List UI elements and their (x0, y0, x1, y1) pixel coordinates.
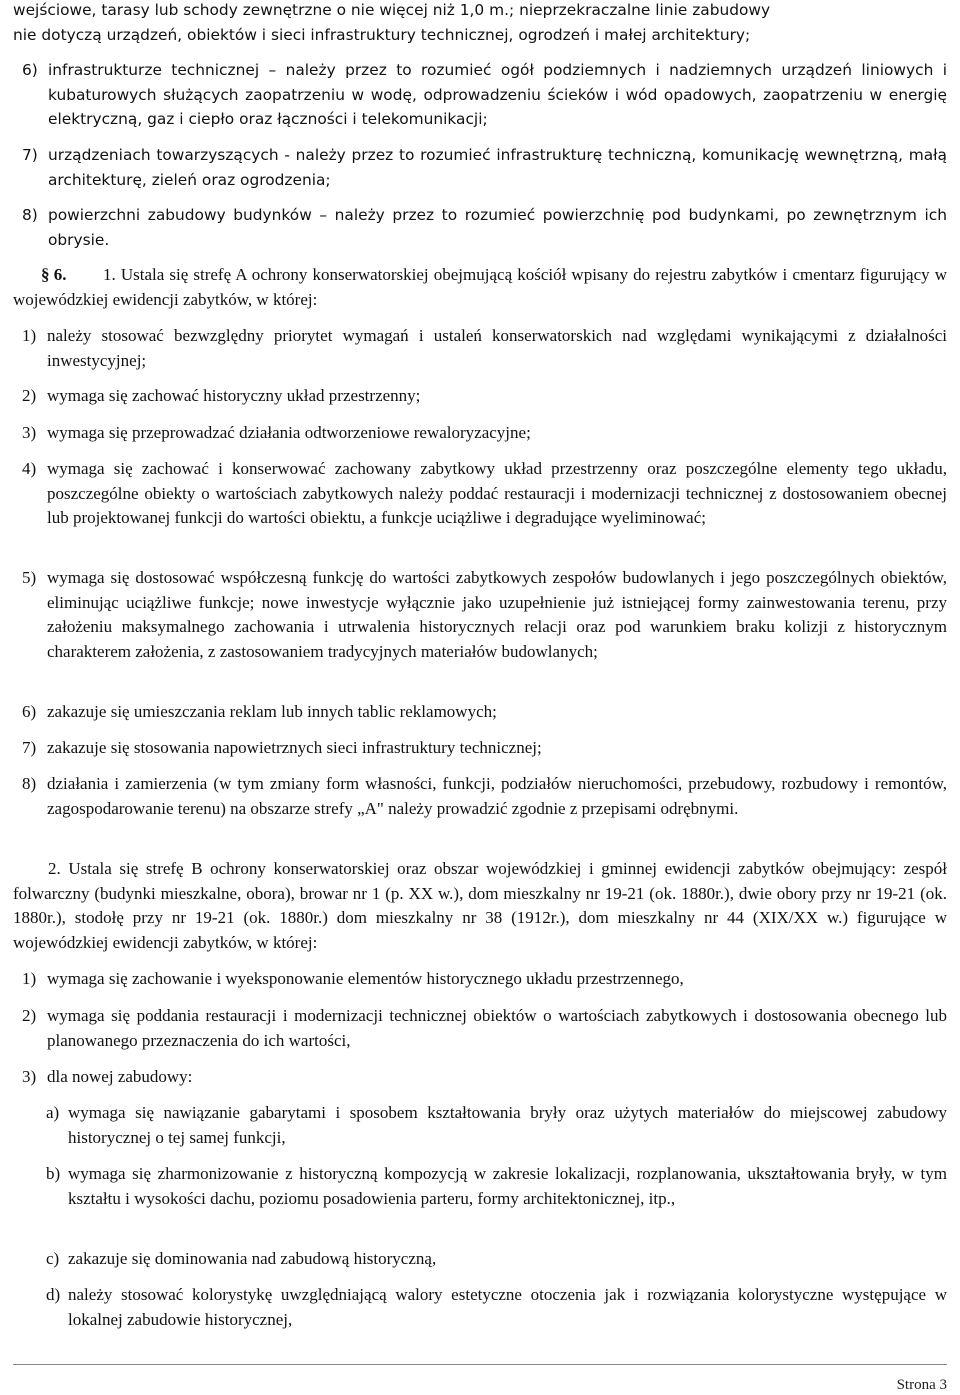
sub-item: wymaga się nawiązanie gabarytami i sposobem kształtowania bryły oraz użytych materiałów do miejscowej zabudowy historycznej o tej samej funkcji, (68, 1103, 947, 1147)
zone-b-number: 1) (22, 969, 37, 988)
sub-item: wymaga się zharmonizowanie z historyczną kompozycją w zakresie lokalizacji, rozplanowania, ukształtowania bryły, w tym kształtu i wysokości dachu, poziomu posadowienia parteru, formy architektonicznej, itp., (68, 1164, 947, 1208)
zone-b-item: wymaga się zachowanie i wyeksponowanie elementów historycznego układu przestrzennego, (47, 969, 684, 988)
zone-a-number: 2) (22, 386, 37, 405)
section-mark: § 6. (41, 265, 67, 284)
zone-b-item: dla nowej zabudowy: (47, 1067, 193, 1086)
definition-item: urządzeniach towarzyszących - należy przez to rozumieć infrastrukturę techniczną, komunikację wewnętrzną, małą architekturę, zieleń oraz ogrodzenia; (48, 146, 947, 189)
zone-a-number: 3) (22, 423, 37, 442)
sub-item-letter: d) (46, 1285, 61, 1304)
sub-item-letter: c) (46, 1249, 60, 1268)
continuation-text (13, 0, 947, 47)
zone-b-number: 3) (22, 1067, 37, 1086)
zone-a-item: wymaga się zachować i konserwować zachowany zabytkowy układ przestrzenny oraz poszczególne elementy tego układu, poszczególne obiekty o wartościach zabytkowych należy poddać restauracji i modernizacji technicznej z dostosowaniem obecnej lub projektowanej funkcji do wartości obiektu, a funkcje uciążliwe i degradujące wyeliminować; (47, 459, 947, 528)
paragraph-2-intro: 2. Ustala się strefę B ochrony konserwatorskiej oraz obszar wojewódzkiej i gminnej ewidencji zabytków obejmujący: zespół folwarczny (budynki mieszkalne, obora), browar nr 1 (p. XX w.), dom mieszkalny nr 19-21 (ok. 1880r.), dwie obory przy nr 19-21 (ok. 1880r.), stodołę przy nr 19-21 (ok. 1880r.) dom mieszkalny nr 38 (1912r.), dom mieszkalny nr 44 (XIX/XX w.) figurujące w wojewódzkiej ewidencji zabytków, w której: (13, 859, 947, 952)
sub-item-letter: a) (46, 1103, 60, 1122)
sub-item: zakazuje się dominowania nad zabudową historyczną, (68, 1249, 437, 1268)
zone-b-item: wymaga się poddania restauracji i modernizacji technicznej obiektów o wartościach zabytkowych i dostosowania obecnego lub planowanego przeznaczenia do ich wartości, (47, 1006, 947, 1050)
zone-a-item: wymaga się przeprowadzać działania odtworzeniowe rewaloryzacyjne; (47, 423, 531, 442)
zone-a-item: zakazuje się stosowania napowietrznych sieci infrastruktury technicznej; (47, 738, 542, 757)
definition-number: 8) (22, 206, 38, 224)
zone-a-item: działania i zamierzenia (w tym zmiany form własności, funkcji, podziałów nieruchomości, przebudowy, rozbudowy i remontów, zagospodarowanie terenu) na obszarze strefy „A" należy prowadzić zgodnie z przepisami odrębnymi. (47, 774, 947, 818)
zone-a-item: wymaga się dostosować współczesną funkcję do wartości zabytkowych zespołów budowlanych i jego poszczególnych obiektów, eliminując uciążliwe funkcje; nowe inwestycje wyłącznie jako uzupełnienie już istniejącej formy zainwestowania terenu, przy założeniu maksymalnego zachowania i utrwalenia historycznych relacji oraz pod warunkiem braku kolizji z historycznym charakterem założenia, z zastosowaniem tradycyjnych materiałów budowlanych; (47, 568, 947, 661)
definition-number: 7) (22, 146, 38, 164)
zone-a-item: zakazuje się umieszczania reklam lub innych tablic reklamowych; (47, 702, 497, 721)
zone-a-number: 6) (22, 702, 37, 721)
continuation-line-1: wejściowe, tarasy lub schody zewnętrzne o nie więcej niż 1,0 m.; nieprzekraczalne linie zabudowy (13, 1, 771, 19)
zone-b-number: 2) (22, 1006, 37, 1025)
sub-item-letter: b) (46, 1164, 61, 1183)
definition-item: infrastrukturze technicznej – należy przez to rozumieć ogół podziemnych i nadziemnych urządzeń liniowych i kubaturowych służących zaopatrzeniu w wodę, odprowadzeniu ścieków i wód opadowych, zaopatrzeniu w energię elektryczną, gaz i ciepło oraz łączności i telekomunikacji; (48, 61, 947, 129)
continuation-line-2: nie dotyczą urządzeń, obiektów i sieci infrastruktury technicznej, ogrodzeń i małej architektury; (13, 25, 751, 44)
zone-a-number: 4) (22, 459, 37, 478)
footer-divider (13, 1364, 947, 1365)
page-number: Strona 3 (896, 1377, 947, 1393)
zone-a-item: należy stosować bezwzględny priorytet wymagań i ustaleń konserwatorskich nad względami wynikającymi z działalności inwestycyjnej; (47, 326, 947, 370)
sub-item: należy stosować kolorystykę uwzględniającą walory estetyczne otoczenia jak i rozwiązania kolorystyczne występujące w lokalnej zabudowie historycznej, (68, 1285, 947, 1329)
zone-a-number: 1) (22, 326, 37, 345)
zone-a-number: 5) (22, 568, 37, 587)
definition-item: powierzchni zabudowy budynków – należy przez to rozumieć powierzchnię pod budynkami, po zewnętrznym ich obrysie. (48, 206, 947, 249)
zone-a-number: 8) (22, 774, 37, 793)
definition-number: 6) (22, 61, 38, 79)
paragraph-1-intro: 1. Ustala się strefę A ochrony konserwatorskiej obejmującą kościół wpisany do rejestru zabytków i cmentarz figurujący w wojewódzkiej ewidencji zabytków, w której: (13, 265, 947, 309)
zone-a-number: 7) (22, 738, 37, 757)
zone-a-item: wymaga się zachować historyczny układ przestrzenny; (47, 386, 421, 405)
